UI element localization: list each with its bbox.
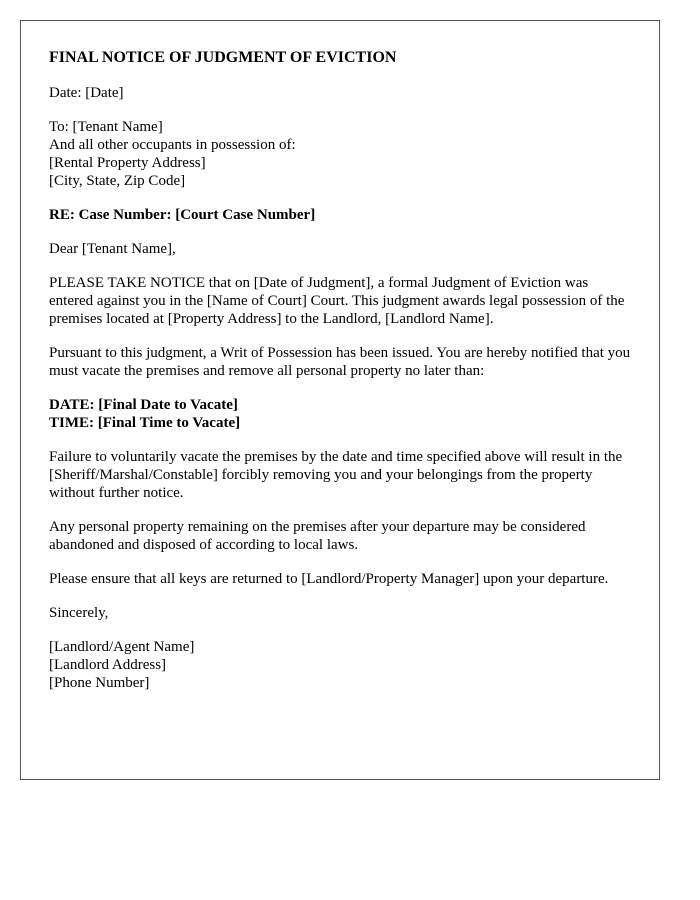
recipient-occupants: And all other occupants in possession of: <box>49 137 296 153</box>
re-line: RE: Case Number: [Court Case Number] <box>49 207 316 223</box>
letter-page <box>20 20 660 780</box>
deadline-block <box>49 396 631 432</box>
date-line: Date: [Date] <box>49 85 124 101</box>
recipient-to: To: [Tenant Name] <box>49 119 163 135</box>
deadline-date: DATE: [Final Date to Vacate] <box>49 397 238 413</box>
paragraph-keys: Please ensure that all keys are returned to [Landlord/Property Manager] upon your departure. <box>49 571 609 587</box>
paragraph-writ: Pursuant to this judgment, a Writ of Possession has been issued. You are hereby notified that you must vacate the premises and remove all personal property no later than: <box>49 345 631 379</box>
letter-title: FINAL NOTICE OF JUDGMENT OF EVICTION <box>49 49 397 66</box>
paragraph-property: Any personal property remaining on the premises after your departure may be considered abandoned and disposed of according to local laws. <box>49 519 586 553</box>
salutation: Dear [Tenant Name], <box>49 241 176 257</box>
paragraph-failure: Failure to voluntarily vacate the premises by the date and time specified above will result in the [Sheriff/Marshal/Constable] forcibly removing you and your belongings from the property without further notice. <box>49 449 623 501</box>
recipient-city: [City, State, Zip Code] <box>49 173 186 189</box>
signature-block <box>49 638 631 692</box>
signature-address: [Landlord Address] <box>49 657 167 673</box>
paragraph-judgment: PLEASE TAKE NOTICE that on [Date of Judgment], a formal Judgment of Eviction was entered against you in the [Name of Court] Court. This judgment awards legal possession of the premises located at [Property Address] to the Landlord, [Landlord Name]. <box>49 275 625 327</box>
closing: Sincerely, <box>49 605 109 621</box>
signature-phone: [Phone Number] <box>49 675 150 691</box>
recipient-block <box>49 118 631 190</box>
deadline-time: TIME: [Final Time to Vacate] <box>49 415 241 431</box>
signature-name: [Landlord/Agent Name] <box>49 639 195 655</box>
recipient-address: [Rental Property Address] <box>49 155 206 171</box>
